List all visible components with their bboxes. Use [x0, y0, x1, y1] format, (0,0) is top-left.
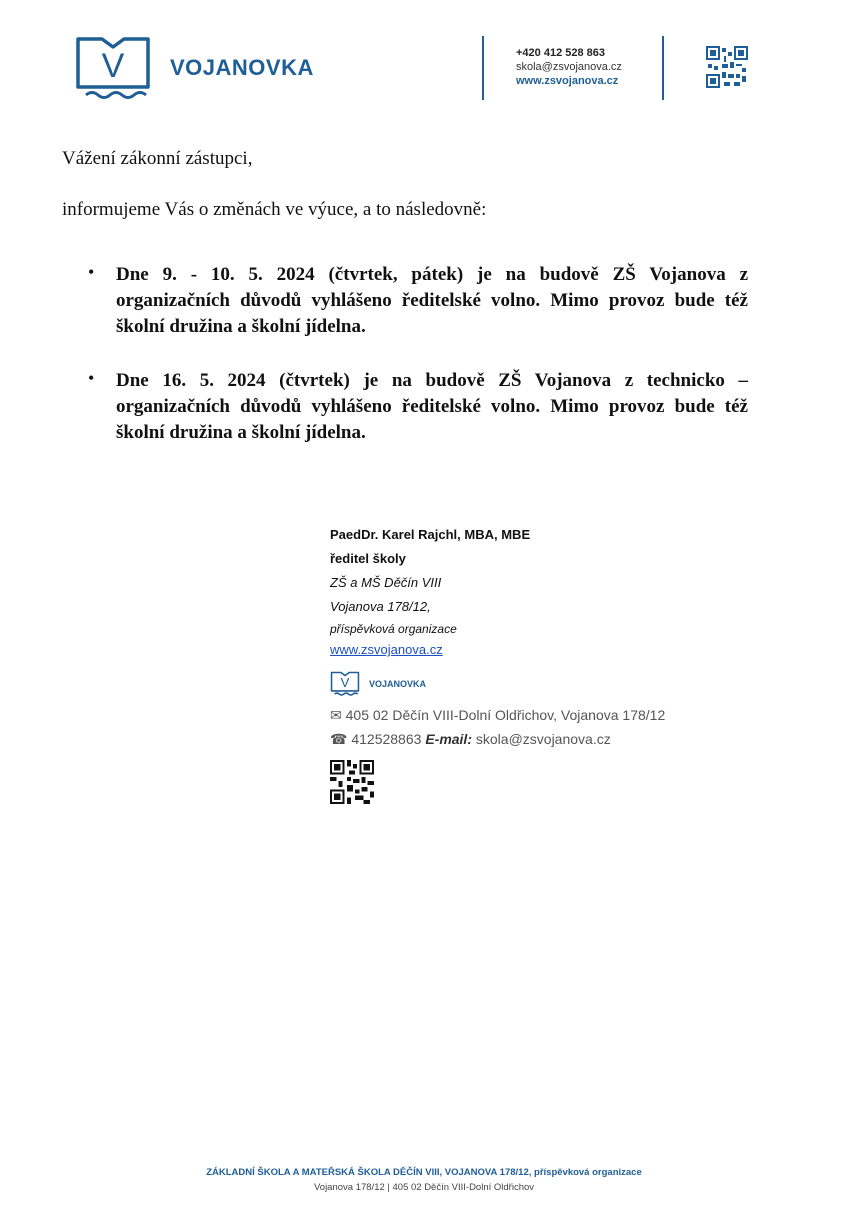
signatory-role: ředitel školy	[330, 551, 406, 566]
footer-address: Vojanova 178/12 | 405 02 Děčín VIII-Dolní Oldřichov	[313, 1182, 535, 1193]
header-web[interactable]: www.zsvojanova.cz	[516, 75, 619, 87]
footer-org: ZÁKLADNÍ ŠKOLA A MATEŘSKÁ ŠKOLA DĚČÍN VIII, VOJANOVA 178/12, příspěvková organizace	[206, 1167, 642, 1178]
signature-contact-line	[330, 731, 611, 748]
svg-text:V: V	[340, 675, 350, 691]
greeting: Vážení zákonní zástupci,	[62, 148, 253, 169]
signature-web-link[interactable]: www.zsvojanova.cz	[330, 642, 443, 657]
header-divider	[662, 36, 664, 100]
email-label: E-mail:	[425, 731, 472, 747]
envelope-icon: ✉	[330, 707, 342, 723]
notice-item: Dne 9. - 10. 5. 2024 (čtvrtek, pátek) je na budově ZŠ Vojanova z organizačních důvodů vyhlášeno ředitelské volno. Mimo provoz bude též školní družina a školní jídelna.	[116, 264, 748, 337]
header-email[interactable]: skola@zsvojanova.cz	[516, 61, 622, 73]
signatory-name: PaedDr. Karel Rajchl, MBA, MBE	[330, 527, 531, 542]
vojanovka-logo	[74, 33, 152, 105]
signature-org: ZŠ a MŠ Děčín VIII	[330, 575, 442, 590]
header-divider	[482, 36, 484, 100]
logo-letter: V	[101, 47, 125, 85]
qr-code-icon	[706, 45, 748, 89]
brand-name: VOJANOVKA	[170, 55, 314, 80]
signature-brand: VOJANOVKA	[369, 679, 427, 689]
notice-item: Dne 16. 5. 2024 (čtvrtek) je na budově ZŠ Vojanova z technicko – organizačních důvodů vyhlášeno ředitelské volno. Mimo provoz bude též školní družina a školní jídelna.	[116, 370, 748, 443]
header-phone: +420 412 528 863	[516, 47, 606, 59]
phone-text: 412528863	[351, 731, 422, 747]
bullet-icon: •	[88, 368, 95, 388]
address-text: 405 02 Děčín VIII-Dolní Oldřichov, Vojanova 178/12	[345, 707, 666, 723]
telephone-icon: ☎	[330, 731, 348, 747]
signature-org-type: příspěvková organizace	[330, 622, 457, 636]
intro-text: informujeme Vás o změnách ve výuce, a to následovně:	[62, 199, 487, 220]
signature-address: Vojanova 178/12,	[330, 599, 431, 614]
qr-code-icon	[330, 760, 374, 804]
signature-address-line	[330, 707, 665, 724]
header-contact	[516, 46, 622, 88]
email-text[interactable]: skola@zsvojanova.cz	[475, 731, 611, 747]
bullet-icon: •	[88, 262, 95, 282]
vojanovka-logo	[330, 670, 360, 698]
